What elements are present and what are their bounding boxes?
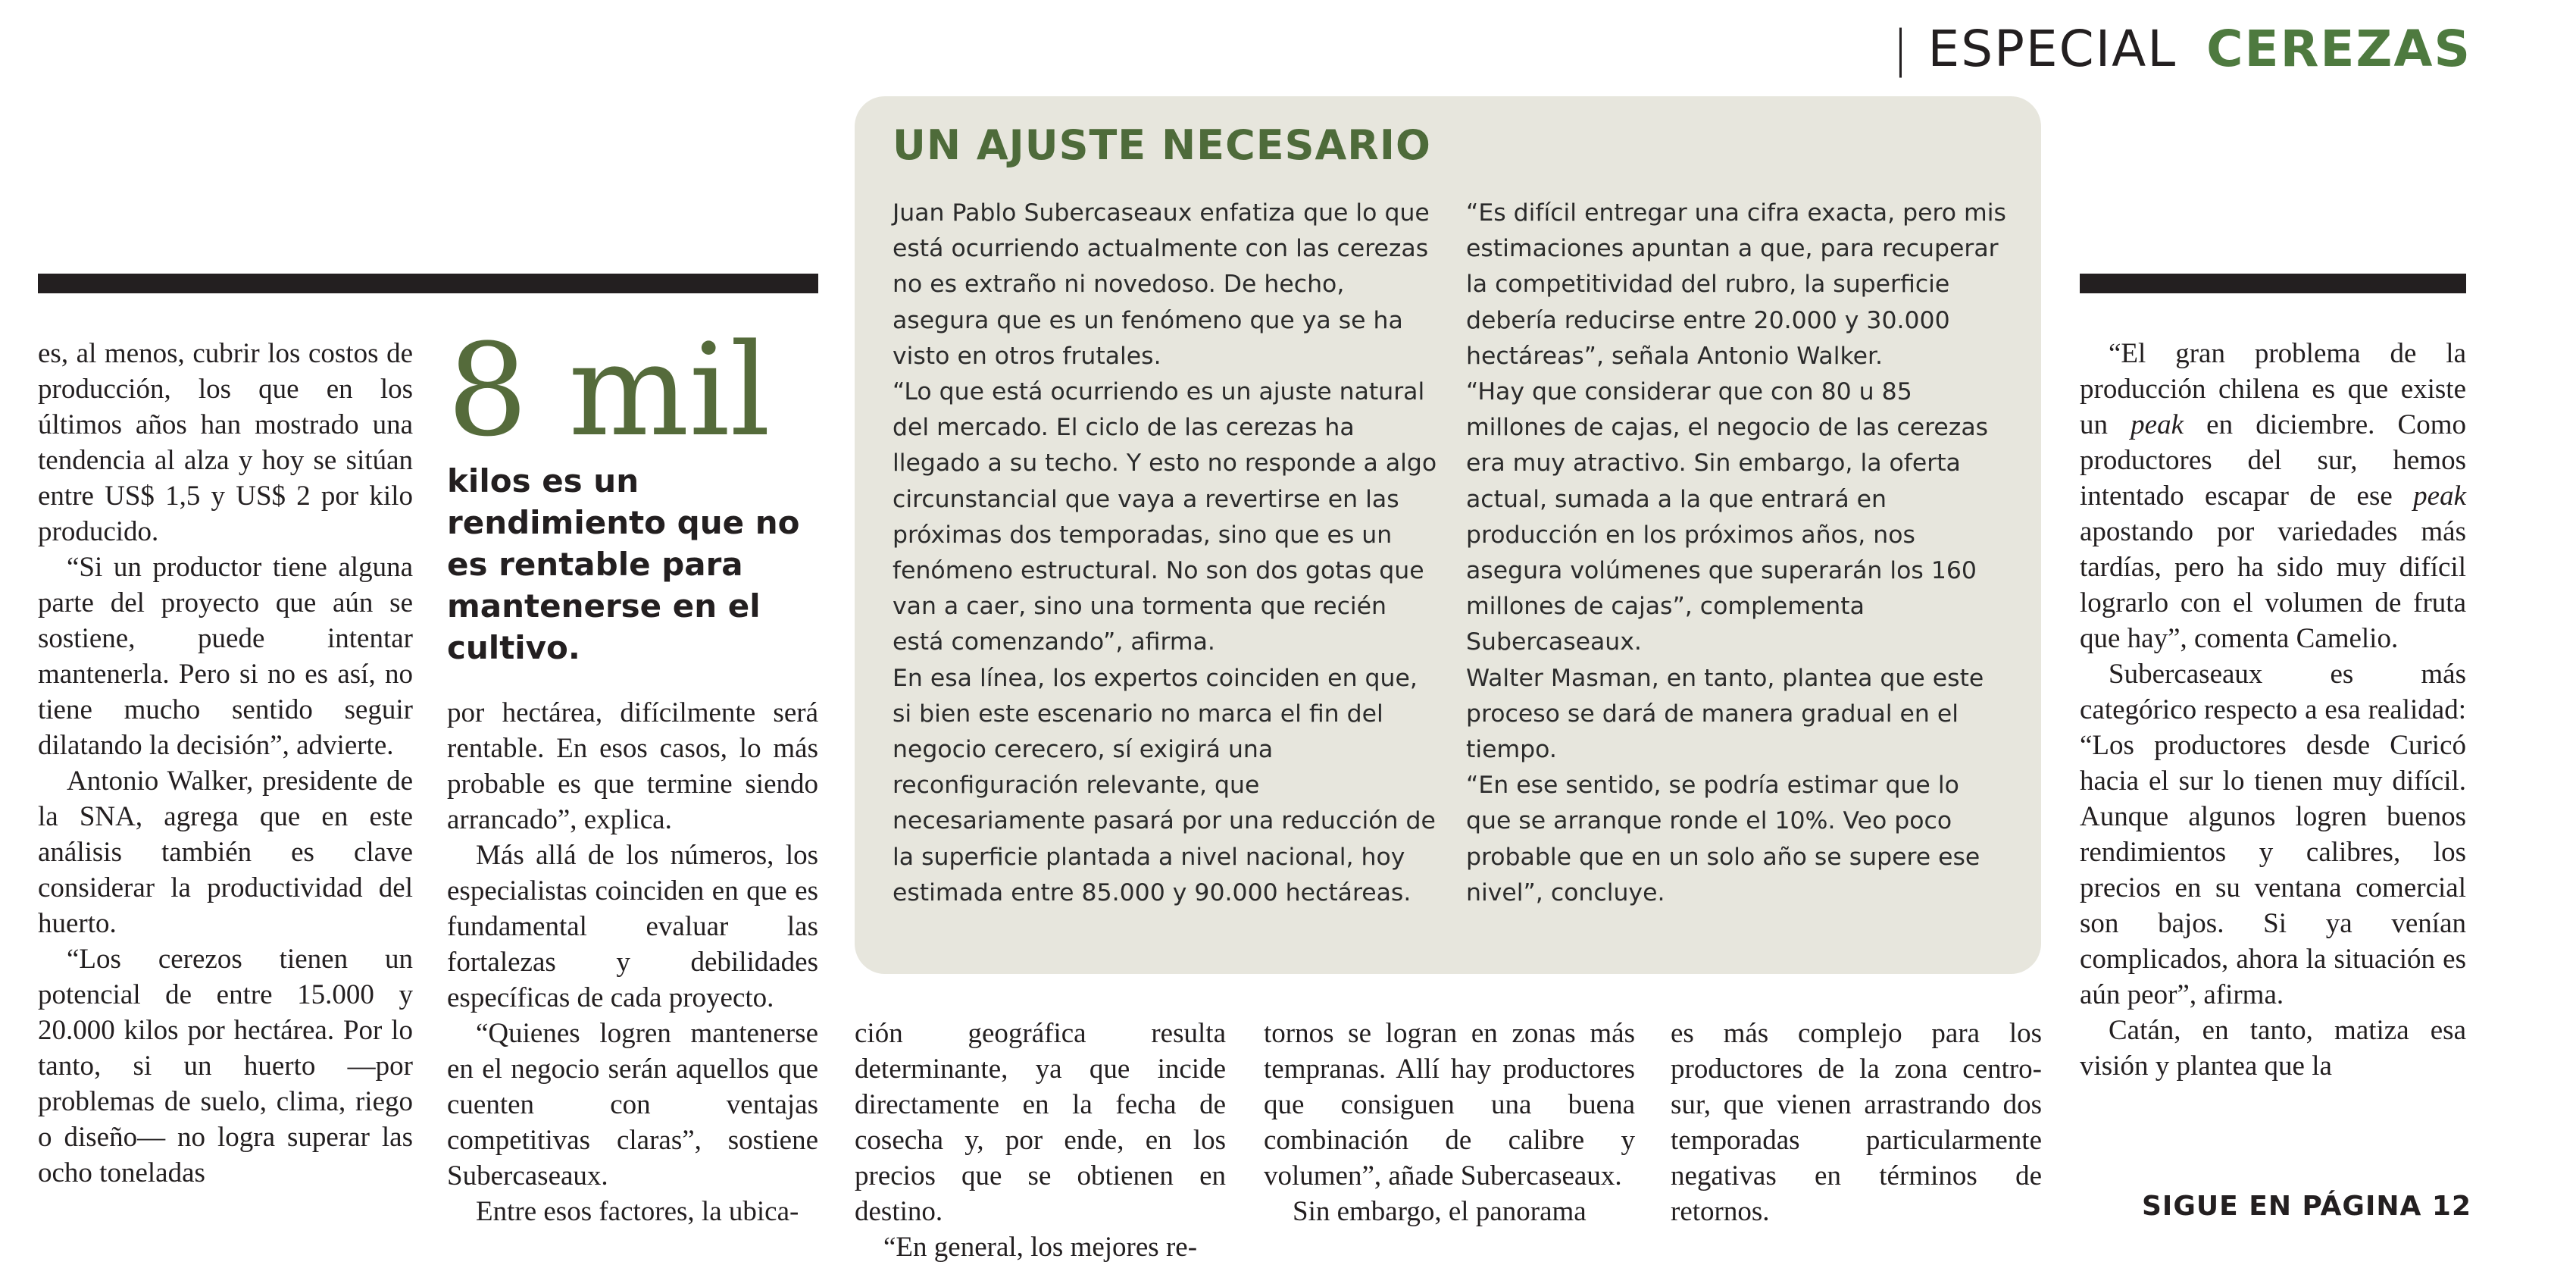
paragraph: es más complejo para los productores de la zona centro-sur, que vienen arrastrando dos temporadas particularmente negativas en términos de retornos. (1671, 1018, 2042, 1227)
article-column-3 (855, 1016, 1226, 1265)
sidebar-paragraph: Juan Pablo Subercaseaux enfatiza que lo que está ocurriendo actualmente con las cerezas no es extraño ni novedoso. De hecho, asegura que es un fenómeno que ya se ha visto en otros frutales. (893, 199, 1430, 370)
sidebar-paragraph: “En ese sentido, se podría estimar que lo que se arranque ronde el 10%. Veo poco probable que en un solo año se supere ese nivel”, concluye. (1466, 772, 1980, 906)
continued-on-page: SIGUE EN PÁGINA 12 (2142, 1191, 2471, 1222)
paragraph: Subercaseaux es más categórico respecto a esa realidad: “Los productores desde Curicó hacia el sur lo tienen muy difícil. Aunque algunos logren buenos rendimientos y calibres, los precios en su ventana comercial son bajos. Si ya venían complicados, ahora la situación es aún peor”, afirma. (2080, 659, 2466, 1010)
left-top-rule (38, 274, 818, 293)
sidebar-paragraph: “Lo que está ocurriendo es un ajuste natural del mercado. El ciclo de las cerezas ha llegado a su techo. Y esto no responde a algo circunstancial que vaya a revertirse en las próximas dos temporadas, sino que es un fenómeno estructural. No son dos gotas que van a caer, sino una tormenta que recién está comenzando”, afirma. (893, 378, 1437, 656)
paragraph: “Los cerezos tienen un potencial de entre 15.000 y 20.000 kilos por hectárea. Por lo tanto, si un huerto —por problemas de suelo, clima, riego o diseño— no logra superar las ocho toneladas (38, 944, 413, 1188)
article-column-1 (38, 336, 413, 1191)
header-divider: | (1892, 20, 1911, 78)
paragraph: “En general, los mejores re- (883, 1232, 1198, 1263)
emphasis: peak (2413, 481, 2466, 512)
paragraph: “Si un productor tiene alguna parte del proyecto que aún se sostiene, puede intentar mantenerla. Pero si no es así, no tiene mucho sentido seguir dilatando la decisión”, advierte. (38, 552, 413, 761)
callout-caption: kilos es un rendimiento que no es rentable para mantenerse en el cultivo. (447, 462, 800, 666)
right-top-rule (2080, 274, 2466, 293)
paragraph: tornos se logran en zonas más tempranas. Allí hay productores que consiguen una buena combinación de calibre y volumen”, añade Subercaseaux. (1264, 1018, 1635, 1191)
section-label: ESPECIAL (1927, 20, 2177, 78)
article-column-4 (1264, 1016, 1635, 1229)
sidebar-title: UN AJUSTE NECESARIO (893, 121, 1431, 169)
sidebar-paragraph: “Es difícil entregar una cifra exacta, pero mis estimaciones apuntan a que, para recuperar la competitividad del rubro, la superficie debería reducirse entre 20.000 y 30.000 hectáreas”, señala Antonio Walker. (1466, 199, 2006, 370)
paragraph: por hectárea, difícilmente será rentable. En esos casos, lo más probable es que termine siendo arrancado”, explica. (447, 697, 818, 835)
article-column-6 (2080, 336, 2466, 1084)
paragraph: “El gran problema de la producción chilena es que existe un peak en diciembre. Como productores del sur, hemos intentado escapar de ese peak apostando por variedades más tardías, pero ha sido muy difícil lograrlo con el volumen de fruta que hay”, comenta Camelio. (2080, 338, 2467, 654)
sidebar-paragraph: Walter Masman, en tanto, plantea que este proceso se dará de manera gradual en el tiempo. (1466, 664, 1984, 764)
paragraph: ción geográfica resulta determinante, ya que incide directamente en la fecha de cosecha y, por ende, en los precios que se obtienen en destino. (855, 1018, 1226, 1227)
paragraph: Más allá de los números, los especialistas coinciden en que es fundamental evaluar las fortalezas y debilidades específicas de cada proyecto. (447, 840, 818, 1013)
paragraph: Antonio Walker, presidente de la SNA, agrega que en este análisis también es clave considerar la productividad del huerto. (38, 766, 413, 939)
sidebar-paragraph: En esa línea, los expertos coinciden en que, si bien este escenario no marca el fin del negocio cerecero, sí exigirá una reconfiguración relevante, que necesariamente pasará por una reducción de la superficie plantada a nivel nacional, hoy estimada entre 85.000 y 90.000 hectáreas. (893, 664, 1436, 906)
sidebar-paragraph: “Hay que considerar que con 80 u 85 millones de cajas, el negocio de las cerezas era muy atractivo. Sin embargo, la oferta actual, sumada a la que entrará en producción en los próximos años, nos asegura volúmenes que superarán los 160 millones de cajas”, complementa Subercaseaux. (1466, 378, 1989, 656)
sidebar-column-left (893, 196, 1438, 911)
article-column-2 (447, 695, 818, 1229)
callout-number: 8 mil (447, 316, 771, 465)
paragraph: es, al menos, cubrir los costos de producción, los que en los últimos años han mostrado una tendencia al alza y hoy se sitúan entre US$ 1,5 y US$ 2 por kilo producido. (38, 338, 413, 547)
section-header (1892, 8, 2471, 91)
emphasis: peak (2131, 409, 2184, 440)
paragraph: Catán, en tanto, matiza esa visión y plantea que la (2080, 1015, 2466, 1082)
article-column-5 (1671, 1016, 2042, 1229)
sidebar-column-right (1466, 196, 2012, 911)
paragraph: Entre esos factores, la ubica- (476, 1196, 799, 1227)
paragraph: Sin embargo, el panorama (1293, 1196, 1587, 1227)
paragraph: “Quienes logren mantenerse en el negocio serán aquellos que cuenten con ventajas competitivas claras”, sostiene Subercaseaux. (447, 1018, 818, 1191)
section-topic: CEREZAS (2206, 20, 2471, 78)
